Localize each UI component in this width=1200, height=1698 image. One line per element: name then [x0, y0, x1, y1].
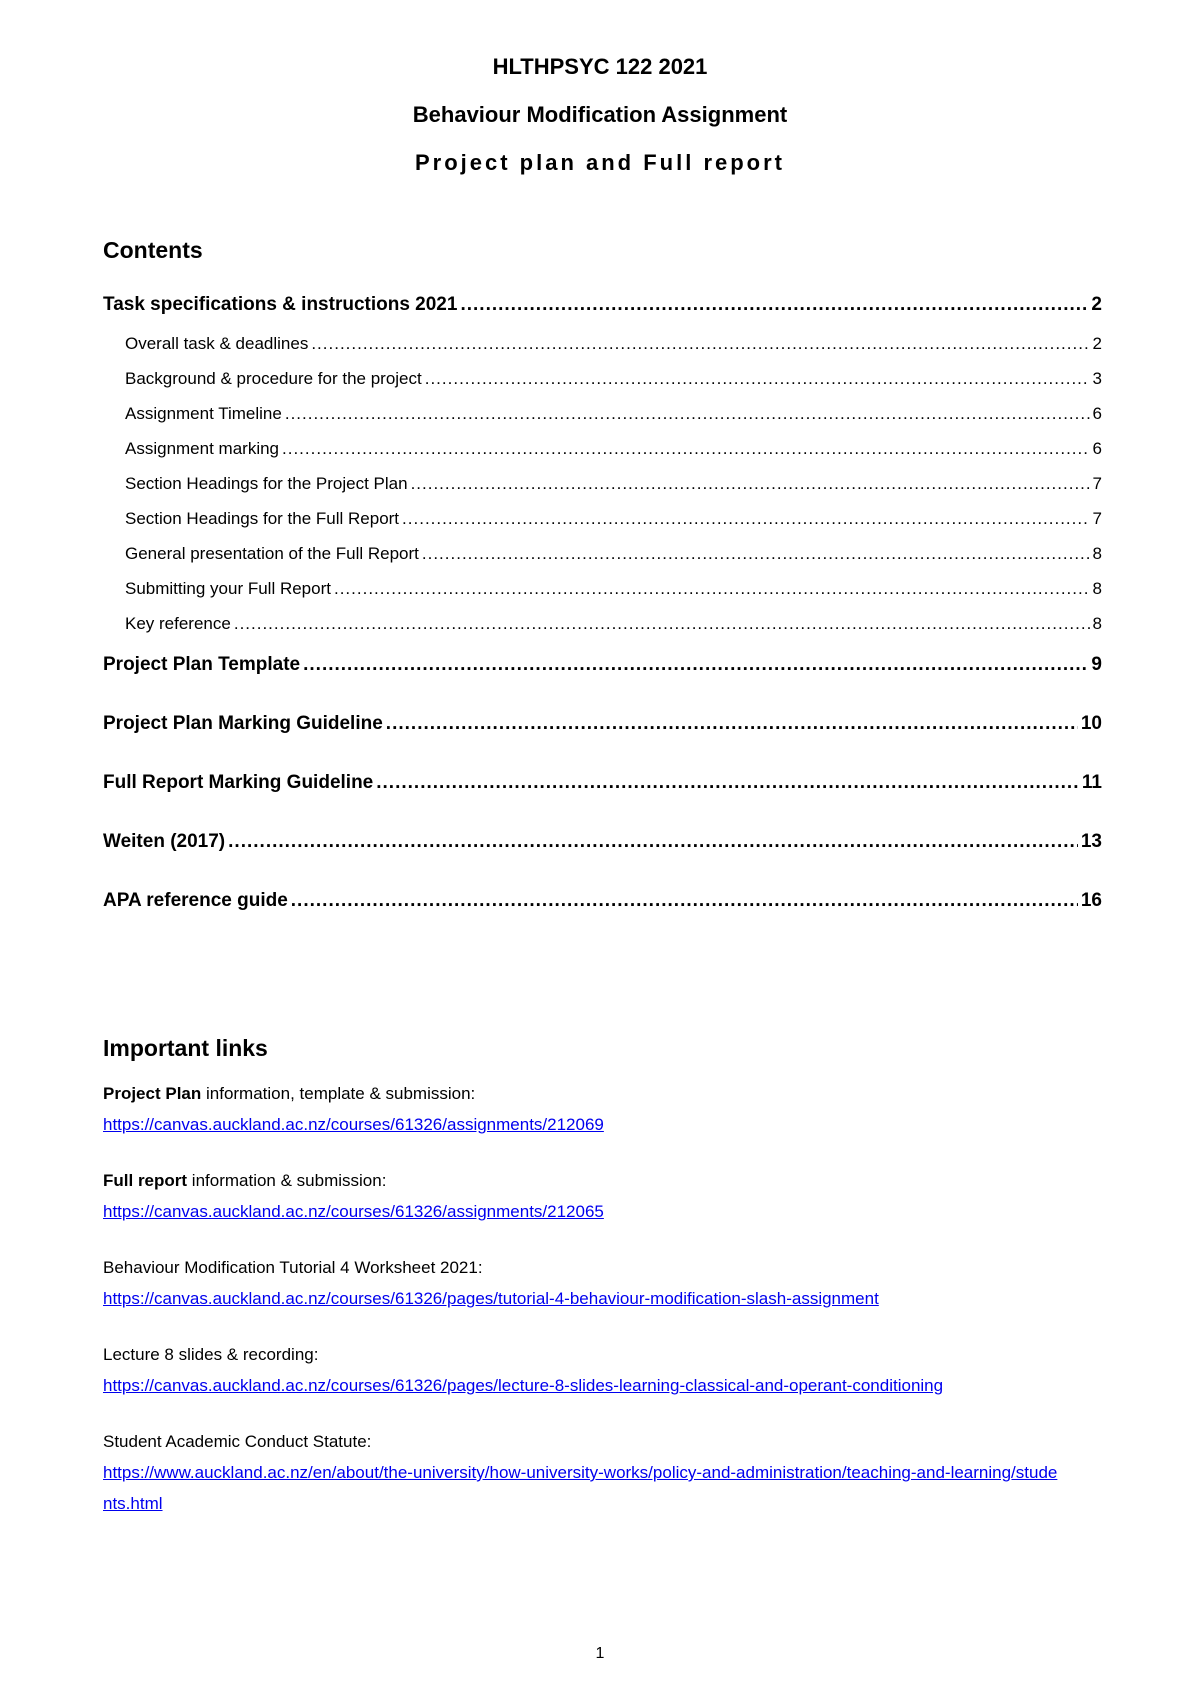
hyperlink[interactable]: https://www.auckland.ac.nz/en/about/the-university/how-university-works/policy-and-administration/teaching-and-learning/students.html: [103, 1463, 1058, 1513]
toc-dot-leader: [285, 404, 1090, 424]
toc-dot-leader: [402, 509, 1089, 529]
link-description: [103, 1339, 1063, 1370]
document-subtitle: Project plan and Full report: [414, 150, 786, 175]
toc-dot-leader: [425, 369, 1090, 389]
important-links-list: [103, 1078, 1063, 1544]
toc-entry-label: General presentation of the Full Report: [125, 544, 419, 563]
toc-entry[interactable]: [103, 713, 1102, 767]
toc-entry-page: 2: [1091, 294, 1102, 315]
toc-entry[interactable]: [103, 890, 1102, 944]
toc-entry-page: 3: [1092, 369, 1102, 388]
toc-entry-page: 6: [1092, 439, 1102, 458]
toc-entry[interactable]: [103, 544, 1102, 579]
link-description: [103, 1078, 1063, 1109]
toc-dot-leader: [334, 579, 1090, 599]
toc-entry-label: Project Plan Template: [103, 654, 301, 675]
hyperlink[interactable]: https://canvas.auckland.ac.nz/courses/61326/pages/lecture-8-slides-learning-classical-and-operant-conditioning: [103, 1376, 944, 1395]
link-description-text: Behaviour Modification Tutorial 4 Worksheet 2021:: [103, 1258, 483, 1277]
toc-dot-leader: [411, 474, 1090, 494]
important-links-heading: Important links: [103, 1035, 268, 1061]
toc-entry[interactable]: [103, 772, 1102, 826]
toc-entry-label: Weiten (2017): [103, 831, 226, 852]
toc-entry-label: Assignment marking: [125, 439, 280, 458]
toc-dot-leader: [291, 890, 1078, 912]
toc-dot-leader: [386, 713, 1078, 735]
toc-entry[interactable]: [103, 294, 1102, 334]
link-description: [103, 1252, 1063, 1283]
toc-entry-label: Project Plan Marking Guideline: [103, 713, 383, 734]
toc-entry-label: Submitting your Full Report: [125, 579, 331, 598]
link-item: [103, 1252, 1063, 1314]
link-description-text: information & submission:: [187, 1171, 387, 1190]
toc-entry-page: 8: [1092, 579, 1102, 598]
hyperlink[interactable]: https://canvas.auckland.ac.nz/courses/61326/assignments/212069: [103, 1115, 604, 1134]
toc-entry-label: Full Report Marking Guideline: [103, 772, 374, 793]
toc-entry[interactable]: [103, 614, 1102, 649]
link-description-text: Student Academic Conduct Statute:: [103, 1432, 372, 1451]
link-description: [103, 1165, 1063, 1196]
contents-heading: Contents: [103, 237, 203, 263]
link-description-text: information, template & submission:: [201, 1084, 476, 1103]
toc-dot-leader: [303, 654, 1088, 676]
link-description-bold: Project Plan: [103, 1084, 202, 1103]
toc-entry[interactable]: [103, 369, 1102, 404]
link-description-bold: Full report: [103, 1171, 188, 1190]
toc-entry-label: Task specifications & instructions 2021: [103, 294, 458, 315]
toc-entry-label: Background & procedure for the project: [125, 369, 422, 388]
assignment-title: Behaviour Modification Assignment: [412, 102, 788, 127]
toc-dot-leader: [228, 831, 1078, 853]
toc-entry[interactable]: [103, 474, 1102, 509]
toc-entry[interactable]: [103, 509, 1102, 544]
toc-dot-leader: [422, 544, 1090, 564]
toc-entry[interactable]: [103, 654, 1102, 708]
toc-entry-page: 8: [1092, 544, 1102, 563]
toc-dot-leader: [376, 772, 1079, 794]
toc-entry-page: 10: [1080, 713, 1102, 734]
link-description: [103, 1426, 1063, 1457]
toc-dot-leader: [311, 334, 1089, 354]
title-block: [0, 55, 1200, 199]
toc-entry-page: 6: [1092, 404, 1102, 423]
toc-dot-leader: [282, 439, 1090, 459]
toc-entry-page: 2: [1092, 334, 1102, 353]
link-item: [103, 1078, 1063, 1140]
hyperlink[interactable]: https://canvas.auckland.ac.nz/courses/61326/pages/tutorial-4-behaviour-modification-slash-assignment: [103, 1289, 879, 1308]
toc-entry-page: 9: [1091, 654, 1102, 675]
table-of-contents: [103, 294, 1102, 944]
toc-entry-page: 13: [1080, 831, 1102, 852]
toc-entry[interactable]: [103, 831, 1102, 885]
link-item: [103, 1426, 1063, 1519]
toc-entry-page: 11: [1081, 772, 1102, 793]
toc-entry[interactable]: [103, 404, 1102, 439]
toc-entry-label: Key reference: [125, 614, 231, 633]
toc-entry-label: Section Headings for the Full Report: [125, 509, 400, 528]
toc-entry-page: 16: [1080, 890, 1102, 911]
course-title: HLTHPSYC 122 2021: [492, 54, 708, 79]
link-item: [103, 1165, 1063, 1227]
toc-entry-page: 7: [1092, 474, 1102, 493]
toc-entry[interactable]: [103, 579, 1102, 614]
toc-entry-label: Section Headings for the Project Plan: [125, 474, 408, 493]
toc-dot-leader: [234, 614, 1090, 634]
toc-entry[interactable]: [103, 439, 1102, 474]
toc-entry-page: 8: [1092, 614, 1102, 633]
page-number: 1: [595, 1645, 605, 1662]
toc-entry[interactable]: [103, 334, 1102, 369]
link-description-text: Lecture 8 slides & recording:: [103, 1345, 319, 1364]
toc-dot-leader: [460, 294, 1088, 316]
hyperlink[interactable]: https://canvas.auckland.ac.nz/courses/61326/assignments/212065: [103, 1202, 604, 1221]
toc-entry-label: Assignment Timeline: [125, 404, 282, 423]
toc-entry-label: Overall task & deadlines: [125, 334, 309, 353]
link-item: [103, 1339, 1063, 1401]
toc-entry-label: APA reference guide: [103, 890, 288, 911]
toc-entry-page: 7: [1092, 509, 1102, 528]
